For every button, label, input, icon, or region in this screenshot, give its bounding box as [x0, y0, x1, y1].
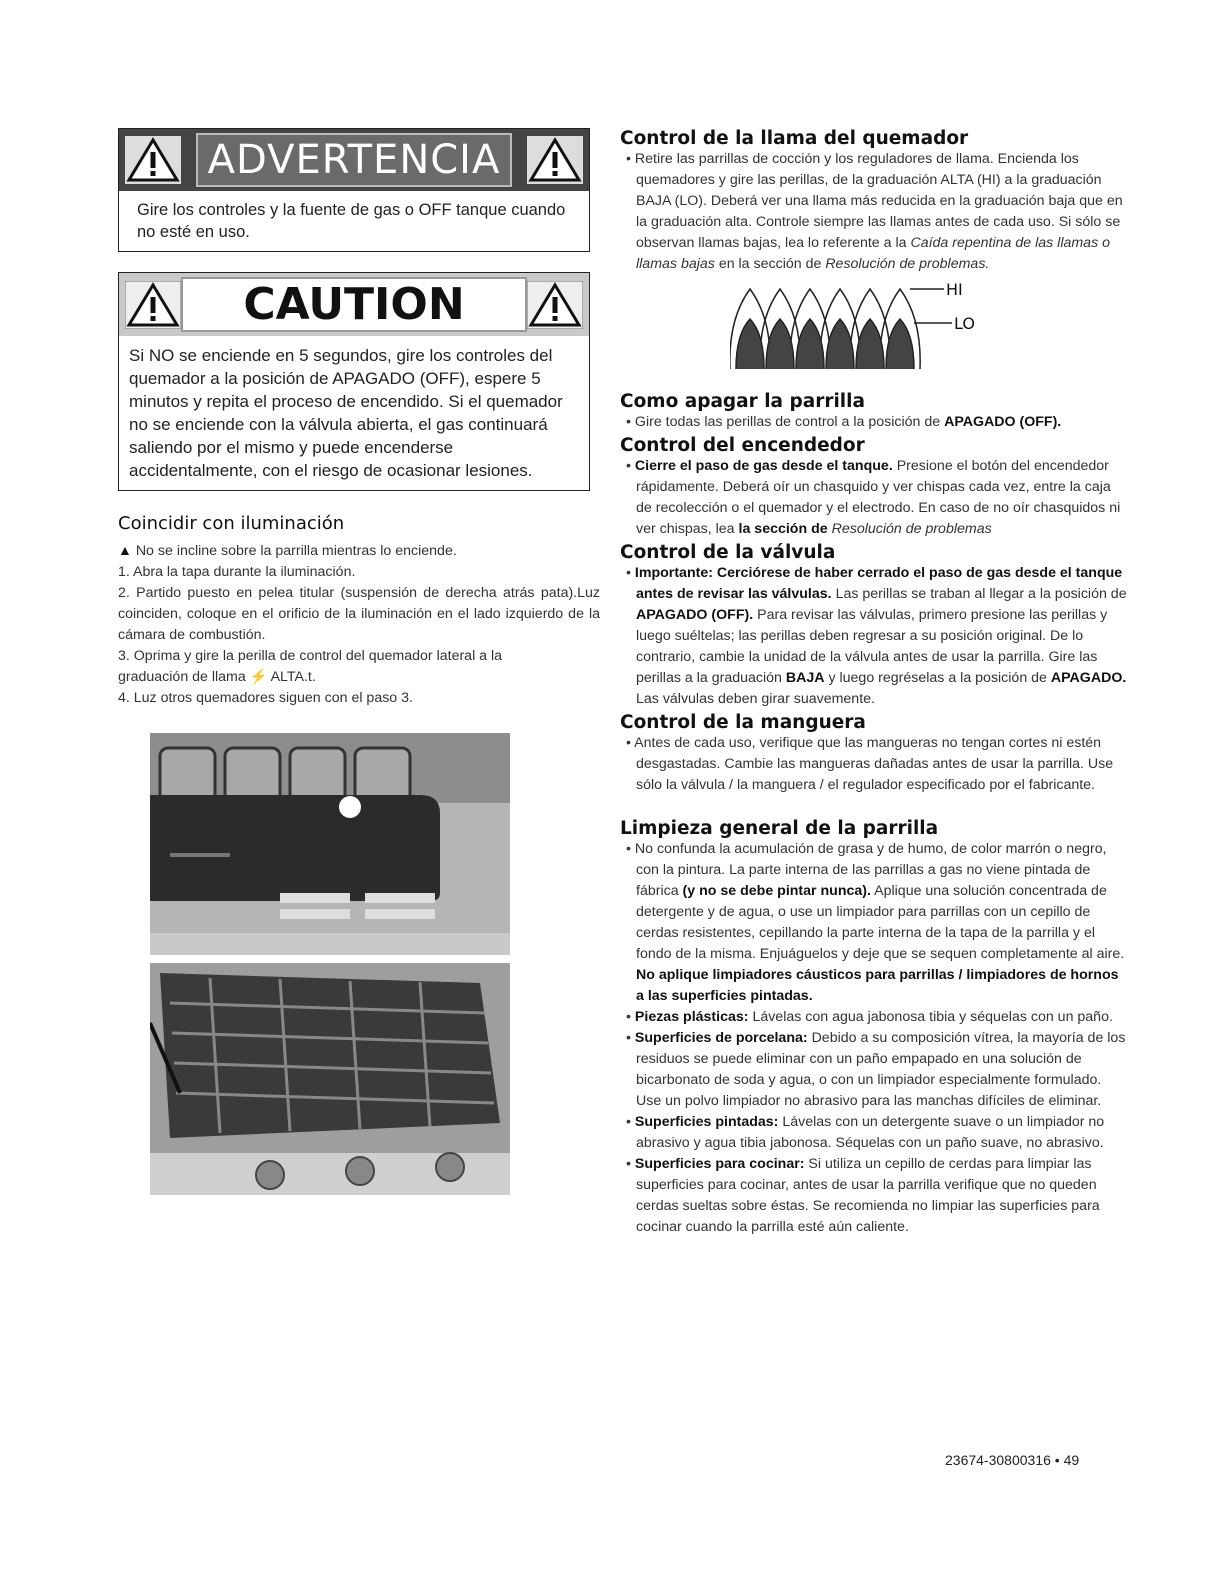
warning-box-advertencia: [118, 128, 590, 252]
warning-triangle-icon: [125, 136, 181, 184]
caution-title: CAUTION: [181, 277, 526, 332]
cleaning-cooking-text: • Superficies para cocinar: Si utiliza un cepillo de cerdas para limpiar las superficies para cocinar, antes de usar la parrilla verifique que no queden cerdas sueltas sobre éstas. Se recomienda no limpiar las superficies para cocinar cuando la parrilla esté aún caliente.: [626, 1156, 1100, 1235]
valve-text: • Importante: Cerciórese de haber cerrado el paso de gas desde el tanque antes de revisar las válvulas. Las perillas se traban al llegar a la posición de APAGADO (OFF). Para revisar las válvulas, primero presione las perillas y luego suéltelas; las perillas deben regresar a su posición original. De lo contrario, cambie la unidad de la válvula antes de usar la parrilla. Gire las perillas a la graduación BAJA y luego regréselas a la posición de APAGADO. Las válvulas deben girar suavemente.: [626, 565, 1127, 707]
left-column: [118, 128, 600, 1195]
lighting-step-2: 2. Partido puesto en pelea titular (suspensión de derecha atrás pata).Luz coinciden, coloque en el orificio de la iluminación en el lado izquierdo de la cámara de combustión.: [118, 585, 600, 643]
caution-banner: [119, 273, 589, 336]
lighting-warning: ▲ No se incline sobre la parrilla mientras lo enciende.: [118, 542, 457, 559]
warning-triangle-icon: [125, 281, 181, 329]
warning-title: ADVERTENCIA: [196, 133, 513, 187]
grill-control-panel-photo: [150, 733, 510, 955]
section-title-flame-control: Control de la llama del quemador: [620, 128, 969, 149]
shutoff-text: • Gire todas las perillas de control a la posición de APAGADO (OFF).: [626, 414, 1062, 430]
warning-box-caution: [118, 272, 590, 491]
lo-label: LO: [954, 314, 975, 333]
igniter-text: • Cierre el paso de gas desde el tanque. Presione el botón del encendedor rápidamente. Deberá oír un chasquido y ver chispas cada vez, entre la caja de recolección o el quemador y el electrodo. En caso de no oír chasquidos ni ver chispas, lea la sección de Resolución de problemas: [626, 458, 1121, 537]
flame-icon: ⚡: [249, 669, 268, 685]
section-title-lighting: Coincidir con iluminación: [118, 513, 345, 534]
section-title-cleaning: Limpieza general de la parrilla: [620, 818, 939, 839]
warning-text: Gire los controles y la fuente de gas o OFF tanque cuando no esté en uso.: [137, 201, 566, 241]
right-column: [620, 128, 1130, 1238]
hi-label: HI: [946, 280, 963, 299]
photo-illustration: [150, 963, 510, 1195]
hose-text: • Antes de cada uso, verifique que las mangueras no tengan cortes ni estén desgastadas. Cambie las mangueras dañadas antes de usar la parrilla. Use sólo la válvula / la manguera / el regulador especificado por el fabricante.: [626, 735, 1114, 793]
lighting-step-3: 3. Oprima y gire la perilla de control del quemador lateral a la graduación de llama ⚡ ALTA.t.: [118, 648, 503, 685]
warning-triangle-icon: [527, 136, 583, 184]
grill-grates-photo: [150, 963, 510, 1195]
cleaning-porcelain-text: • Superficies de porcelana: Debido a su composición vítrea, la mayoría de los residuos se puede eliminar con un paño empapado en una solución de bicarbonato de soda y agua, o con un limpiador especialmente formulado. Use un polvo limpiador no abrasivo para las manchas difíciles de eliminar.: [626, 1030, 1126, 1109]
lighting-step-1: 1. Abra la tapa durante la iluminación.: [118, 564, 356, 580]
flame-height-diagram: [730, 279, 990, 379]
cleaning-painted-text: • Superficies pintadas: Lávelas con un detergente suave o un limpiador no abrasivo y agua tibia jabonosa. Séquelas con un paño suave, no abrasivo.: [626, 1114, 1105, 1151]
photo-illustration: [150, 733, 510, 955]
section-title-hose: Control de la manguera: [620, 712, 866, 733]
warning-banner: [119, 129, 589, 191]
section-title-igniter: Control del encendedor: [620, 435, 865, 456]
flame-control-text: • Retire las parrillas de cocción y los reguladores de llama. Encienda los quemadores y gire las perillas, de la graduación ALTA (HI) a la graduación BAJA (LO). Deberá ver una llama más reducida en la graduación baja que en la graduación alta. Controle siempre las llamas antes de cada uso. Si sólo se observan llamas bajas, lea lo referente a la Caída repentina de las llamas o llamas bajas en la sección de Resolución de problemas.: [626, 151, 1123, 272]
cleaning-plastic-text: • Piezas plásticas: Lávelas con agua jabonosa tibia y séquelas con un paño.: [626, 1009, 1113, 1025]
lighting-step-4: 4. Luz otros quemadores siguen con el paso 3.: [118, 690, 413, 706]
page-footer: 23674-30800316 • 49: [945, 1452, 1080, 1468]
caution-text: Si NO se enciende en 5 segundos, gire los controles del quemador a la posición de APAGADO (OFF), espere 5 minutos y repita el proceso de encendido. Si el quemador no se enciende con la válvula abierta, el gas continuará saliendo por el mismo y puede encenderse accidentalmente, con el riesgo de ocasionar lesiones.: [129, 346, 563, 480]
section-title-shutoff: Como apagar la parrilla: [620, 391, 865, 412]
cleaning-general-text: • No confunda la acumulación de grasa y de humo, de color marrón o negro, con la pintura. La parte interna de las parrillas a gas no viene pintada de fábrica (y no se debe pintar nunca). Aplique una solución concentrada de detergente y de agua, o use un limpiador para parrillas con un cepillo de cerdas resistentes, cepillando la parte interna de la tapa de la parrilla y el fondo de la misma. Enjuáguelos y deje que se sequen completamente al aire. No aplique limpiadores cáusticos para parrillas / limpiadores de hornos a las superficies pintadas.: [626, 841, 1125, 1004]
warning-triangle-icon: ▲: [118, 542, 132, 558]
warning-triangle-icon: [527, 281, 583, 329]
section-title-valve: Control de la válvula: [620, 542, 836, 563]
